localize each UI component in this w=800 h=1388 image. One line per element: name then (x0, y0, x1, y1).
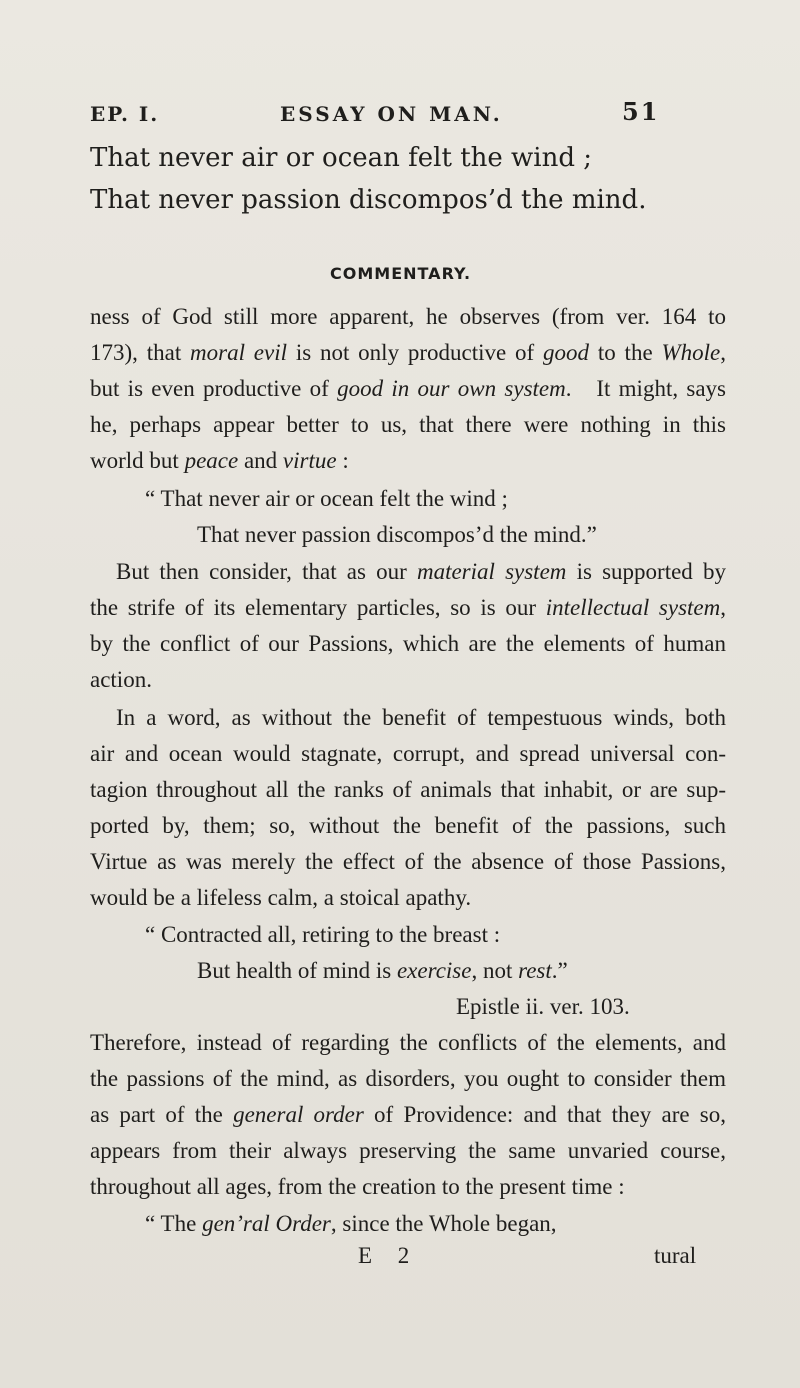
commentary-line: but is even productive of good in our own system. It might, says (90, 376, 726, 401)
commentary-line: world but peace and virtue : (90, 448, 349, 473)
commentary-line: by the conflict of our Passions, which are the elements of human (90, 631, 726, 656)
commentary-line: throughout all ages, from the creation to the present time : (90, 1174, 625, 1199)
running-head-title: ESSAY ON MAN. (280, 102, 503, 126)
quoted-verse-line: “ That never air or ocean felt the wind ; (145, 486, 508, 511)
commentary-line: the strife of its elementary particles, so is our intellectual system, (90, 595, 726, 620)
commentary-line: Therefore, instead of regarding the conflicts of the elements, and (90, 1030, 726, 1055)
page-number: 51 (622, 97, 660, 126)
running-head-epistle: EP. I. (90, 102, 160, 126)
commentary-line: he, perhaps appear better to us, that there were nothing in this (90, 412, 726, 437)
quoted-verse-line: That never passion discompos’d the mind.” (197, 522, 597, 547)
citation: Epistle ii. ver. 103. (456, 994, 630, 1019)
commentary-line: ness of God still more apparent, he observes (from ver. 164 to (90, 304, 726, 329)
commentary-line: the passions of the mind, as disorders, you ought to consider them (90, 1066, 726, 1091)
poem-line-2: That never passion discompos’d the mind. (90, 185, 647, 215)
commentary-line: Virtue as was merely the effect of the absence of those Passions, (90, 849, 726, 874)
commentary-line: But then consider, that as our material system is supported by (116, 559, 726, 584)
commentary-line: 173), that moral evil is not only productive of good to the Whole, (90, 340, 726, 365)
commentary-line: appears from their always preserving the same unvaried course, (90, 1138, 726, 1163)
commentary-heading: COMMENTARY. (330, 264, 472, 283)
poem-line-1: That never air or ocean felt the wind ; (90, 143, 593, 173)
commentary-line: ported by, them; so, without the benefit of the passions, such (90, 813, 726, 838)
catchword: tural (654, 1243, 697, 1268)
quoted-verse-line: “ The gen’ral Order, since the Whole began, (145, 1211, 557, 1236)
signature-mark: E 2 (358, 1243, 420, 1268)
commentary-line: would be a lifeless calm, a stoical apathy. (90, 885, 472, 910)
commentary-line: tagion throughout all the ranks of animals that inhabit, or are sup- (90, 777, 726, 802)
commentary-line: air and ocean would stagnate, corrupt, and spread universal con- (90, 741, 726, 766)
quoted-verse-line: “ Contracted all, retiring to the breast : (145, 922, 501, 947)
commentary-line: In a word, as without the benefit of tempestuous winds, both (116, 705, 726, 730)
commentary-line: as part of the general order of Providence: and that they are so, (90, 1102, 726, 1127)
quoted-verse-line: But health of mind is exercise, not rest.” (197, 958, 568, 983)
commentary-line: action. (90, 667, 152, 692)
